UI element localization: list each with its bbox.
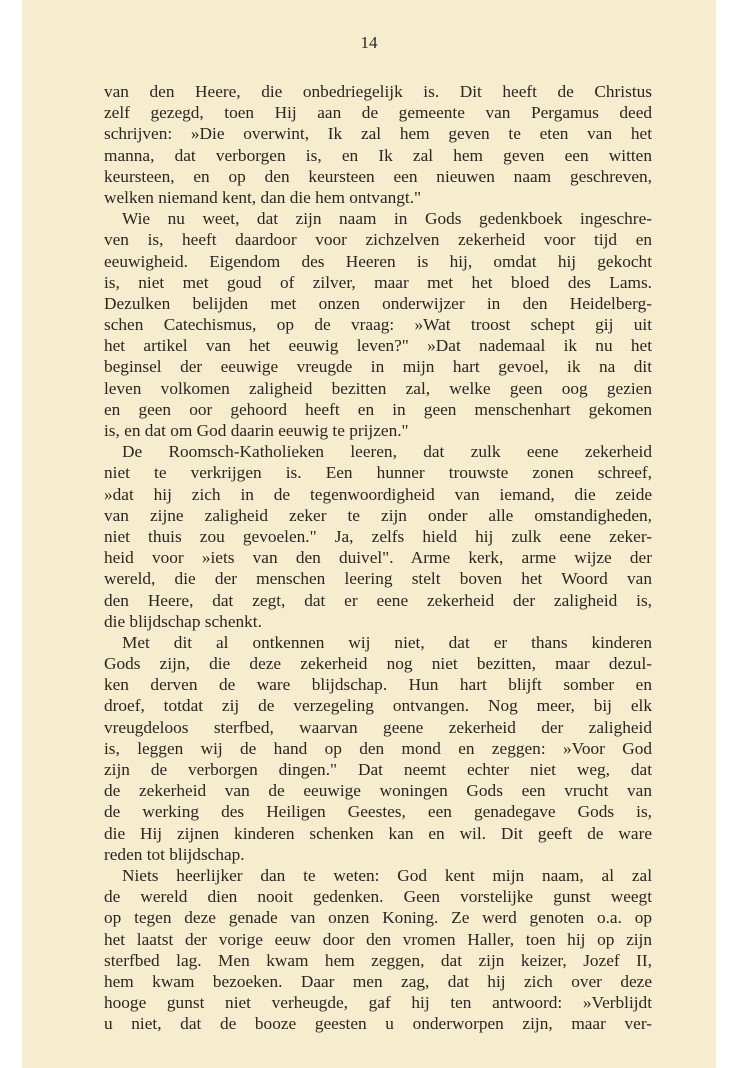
text-line: is, en dat om God daarin eeuwig te prijzen." [104, 421, 409, 440]
text-line: Dezulken belijden met onzen onderwijzer in den Heidelberg- [104, 293, 652, 313]
text-line: leven volkomen zaligheid bezitten zal, welke geen oog gezien [104, 378, 652, 398]
text-line: is, niet met goud of zilver, maar met het bloed des Lams. [104, 272, 652, 292]
body-text [104, 81, 652, 1034]
text-line: den Heere, dat zegt, dat er eene zekerheid der zaligheid is, [104, 590, 652, 610]
text-line: beginsel der eeuwige vreugde in mijn hart gevoel, ik na dit [104, 357, 652, 377]
text-line: droef, totdat zij de verzegeling ontvangen. Nog meer, bij elk [104, 696, 652, 716]
text-line: wereld, die der menschen leering stelt boven het Woord van [104, 569, 652, 589]
text-line: keursteen, en op den keursteen een nieuwen naam geschreven, [104, 166, 652, 186]
text-line: hem kwam bezoeken. Daar men zag, dat hij zich over deze [104, 971, 652, 991]
text-line: het artikel van het eeuwig leven?" »Dat nademaal ik nu het [104, 336, 652, 356]
text-line: die Hij zijnen kinderen schenken kan en wil. Dit geeft de ware [104, 823, 652, 843]
paragraph-first-line: Niets heerlijker dan te weten: God kent mijn naam, al zal [122, 865, 652, 885]
text-line: eeuwigheid. Eigendom des Heeren is hij, omdat hij gekocht [104, 251, 652, 271]
text-line: de wereld dien nooit gedenken. Geen vorstelijke gunst weegt [104, 887, 652, 907]
book-page [22, 0, 716, 1068]
text-line: sterfbed lag. Men kwam hem zeggen, dat zijn keizer, Jozef II, [104, 950, 652, 970]
text-line: en geen oor gehoord heeft en in geen menschenhart gekomen [104, 399, 652, 419]
text-line: het laatst der vorige eeuw door den vromen Haller, toen hij op zijn [104, 929, 652, 949]
paragraph-first-line: Met dit al ontkennen wij niet, dat er thans kinderen [122, 632, 652, 652]
text-line: welken niemand kent, dan die hem ontvangt." [104, 187, 422, 207]
text-line: schen Catechismus, op de vraag: »Wat troost schept gij uit [104, 315, 652, 335]
text-line: van den Heere, die onbedriegelijk is. Dit heeft de Christus [104, 82, 652, 101]
text-line: de zekerheid van de eeuwige woningen Gods een vrucht van [104, 781, 652, 801]
text-line: heid voor »iets van den duivel". Arme kerk, arme wijze der [104, 548, 652, 568]
text-line: die blijdschap schenkt. [104, 611, 262, 631]
text-line: op tegen deze genade van onzen Koning. Ze werd genoten o.a. op [104, 908, 652, 928]
text-line: niet te verkrijgen is. Een hunner trouwste zonen schreef, [104, 463, 652, 483]
text-line: u niet, dat de booze geesten u onderworpen zijn, maar ver- [104, 1014, 652, 1034]
text-line: niet thuis zou gevoelen." Ja, zelfs hield hij zulk eene zeker- [104, 526, 652, 546]
text-line: zelf gezegd, toen Hij aan de gemeente van Pergamus deed [104, 103, 652, 123]
text-line: is, leggen wij de hand op den mond en zeggen: »Voor God [104, 738, 652, 758]
text-line: reden tot blijdschap. [104, 844, 245, 864]
text-line: schrijven: »Die overwint, Ik zal hem geven te eten van het [104, 124, 652, 144]
text-line: Gods zijn, die deze zekerheid nog niet bezitten, maar dezul- [104, 654, 652, 674]
text-line: van zijne zaligheid zeker te zijn onder alle omstandigheden, [104, 505, 652, 525]
text-line: manna, dat verborgen is, en Ik zal hem geven een witten [104, 145, 652, 165]
text-line: vreugdeloos sterfbed, waarvan geene zekerheid der zaligheid [104, 717, 652, 737]
paragraph-first-line: Wie nu weet, dat zijn naam in Gods gedenkboek ingeschre- [122, 209, 652, 229]
text-line: ken derven de ware blijdschap. Hun hart blijft somber en [104, 675, 652, 695]
text-line: hooge gunst niet verheugde, gaf hij ten antwoord: »Verblijdt [104, 993, 652, 1013]
paragraph-first-line: De Roomsch-Katholieken leeren, dat zulk eene zekerheid [122, 442, 652, 462]
text-line: »dat hij zich in de tegenwoordigheid van iemand, die zeide [104, 484, 652, 504]
text-line: de werking des Heiligen Geestes, een genadegave Gods is, [104, 802, 652, 822]
page-number: 14 [360, 33, 378, 52]
text-line: zijn de verborgen dingen." Dat neemt echter niet weg, dat [104, 760, 652, 779]
text-line: ven is, heeft daardoor voor zichzelven zekerheid voor tijd en [104, 230, 652, 250]
